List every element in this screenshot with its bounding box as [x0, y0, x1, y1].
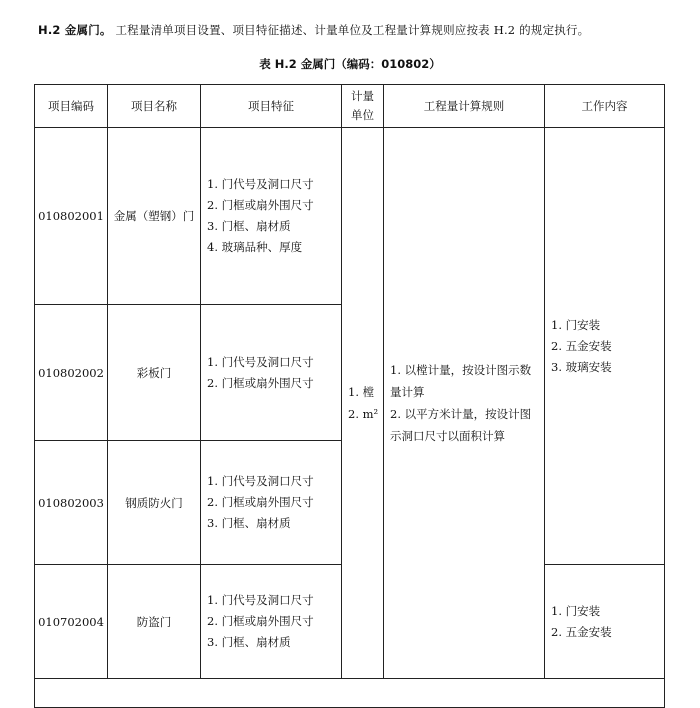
work-item: 2. 五金安装 — [551, 624, 612, 639]
row-name: 防盗门 — [108, 565, 201, 679]
feature-item: 2. 门框或扇外围尺寸 — [207, 495, 314, 509]
row-features — [201, 305, 342, 441]
feature-item: 3. 门框、扇材质 — [207, 635, 291, 649]
row-code: 010802002 — [35, 305, 108, 441]
feature-item: 3. 门框、扇材质 — [207, 219, 291, 233]
rule-item: 2. 以平方米计量，按设计图示洞口尺寸以面积计算 — [390, 407, 532, 443]
row-features — [201, 128, 342, 305]
row-name: 金属（塑钢）门 — [108, 128, 201, 305]
row-features — [201, 565, 342, 679]
unit-item: 2. m² — [348, 407, 379, 421]
header-code: 项目编码 — [35, 85, 108, 128]
header-work: 工作内容 — [545, 85, 665, 128]
header-unit-line1: 计量 — [351, 89, 374, 103]
rule-item: 1. 以樘计量，按设计图示数量计算 — [390, 363, 532, 399]
work-item: 1. 门安装 — [551, 603, 601, 618]
intro-text: 工程量清单项目设置、项目特征描述、计量单位及工程量计算规则应按表 H.2 的规定执行。 — [115, 23, 590, 37]
intro-paragraph — [38, 22, 589, 38]
feature-item: 2. 门框或扇外围尺寸 — [207, 375, 314, 390]
work-item: 1. 门安装 — [551, 317, 601, 332]
table-row — [35, 128, 665, 305]
continuation-row — [35, 679, 665, 708]
header-features: 项目特征 — [201, 85, 342, 128]
feature-item: 3. 门框、扇材质 — [207, 516, 291, 530]
row-features — [201, 441, 342, 565]
work-item: 2. 五金安装 — [551, 338, 612, 353]
table-caption: 表 H.2 金属门（编码：010802） — [259, 57, 441, 71]
feature-item: 1. 门代号及洞口尺寸 — [207, 354, 314, 369]
row-code: 010802001 — [35, 128, 108, 305]
row-code: 010702004 — [35, 565, 108, 679]
feature-item: 1. 门代号及洞口尺寸 — [207, 593, 314, 607]
header-row — [35, 85, 665, 128]
metal-door-table — [34, 84, 665, 708]
header-name: 项目名称 — [108, 85, 201, 128]
unit-item: 1. 樘 — [348, 385, 375, 399]
header-unit-line2: 单位 — [351, 108, 374, 122]
work-cell — [545, 128, 665, 565]
unit-cell — [342, 128, 384, 679]
row-code: 010802003 — [35, 441, 108, 565]
feature-item: 2. 门框或扇外围尺寸 — [207, 614, 314, 628]
feature-item: 1. 门代号及洞口尺寸 — [207, 177, 314, 191]
feature-item: 1. 门代号及洞口尺寸 — [207, 474, 314, 488]
feature-item: 2. 门框或扇外围尺寸 — [207, 198, 314, 212]
work-item: 3. 玻璃安装 — [551, 359, 612, 374]
feature-item: 4. 玻璃品种、厚度 — [207, 240, 303, 254]
header-rules: 工程量计算规则 — [384, 85, 545, 128]
continuation-cell — [35, 679, 665, 708]
work-cell — [545, 565, 665, 679]
row-name: 彩板门 — [108, 305, 201, 441]
header-unit — [342, 85, 384, 128]
row-name: 钢质防火门 — [108, 441, 201, 565]
section-heading: H.2 金属门。 — [38, 23, 112, 37]
rules-cell — [384, 128, 545, 679]
